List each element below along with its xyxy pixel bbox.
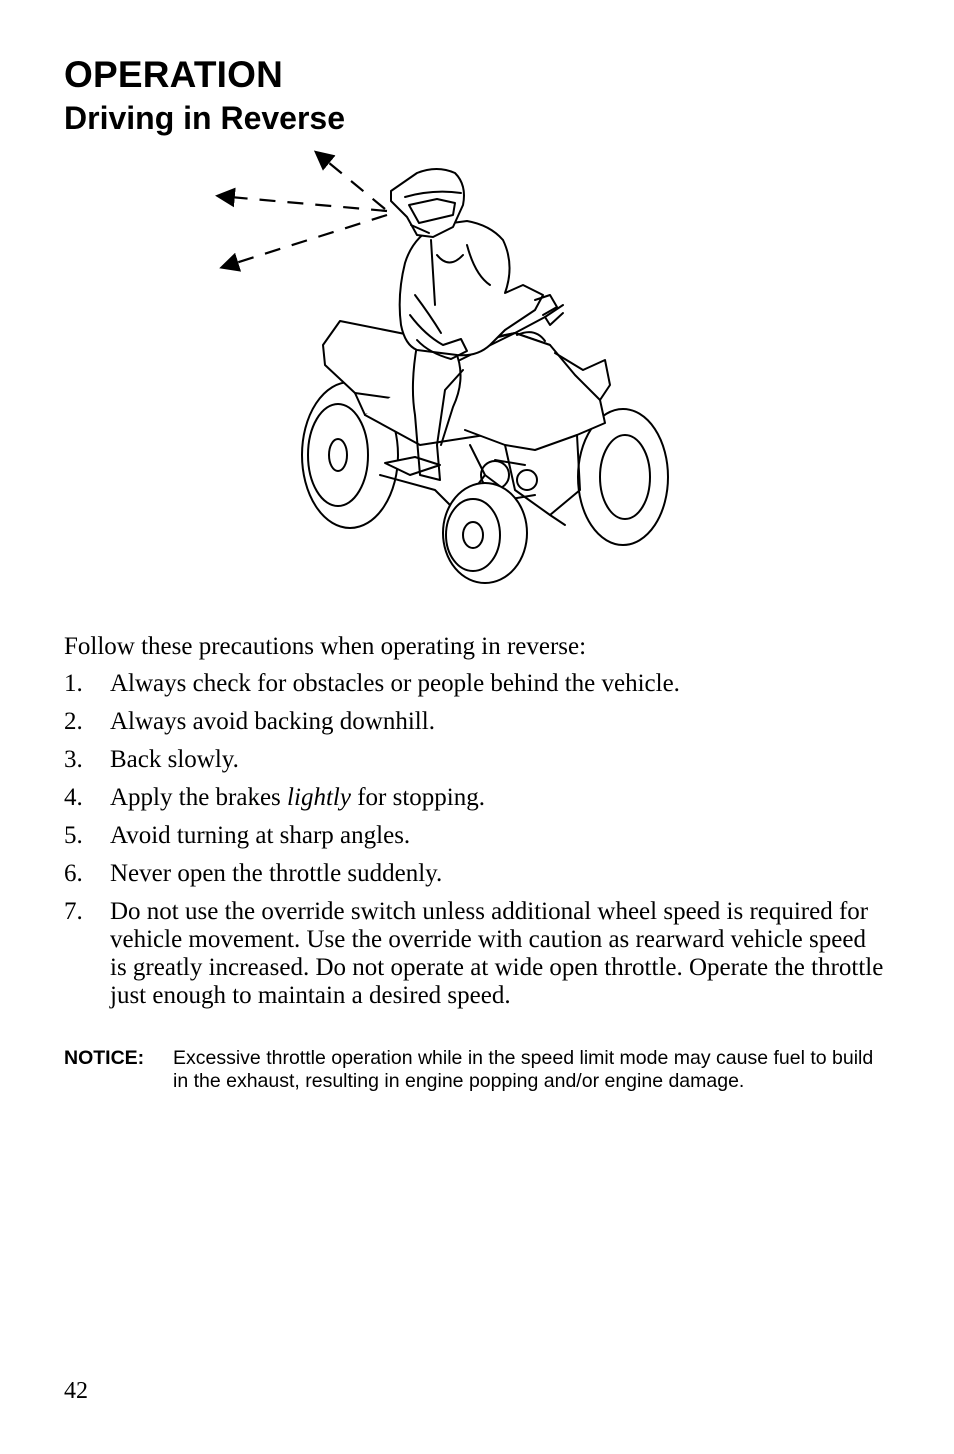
notice-text: Excessive throttle operation while in the speed limit mode may cause fuel to build in the exhaust, resulting in engine popping and/or engine damage.	[173, 1047, 874, 1092]
list-item-text	[110, 784, 485, 811]
list-item	[64, 746, 884, 774]
list-item-number: 6.	[64, 860, 83, 887]
page-number: 42	[64, 1378, 88, 1404]
text-run: Always check for obstacles or people behind the vehicle.	[110, 670, 680, 697]
precautions-list	[64, 670, 884, 1020]
list-item-number: 2.	[64, 708, 83, 735]
list-item-text	[110, 670, 680, 697]
list-item	[64, 784, 884, 812]
list-item-text	[110, 860, 442, 887]
list-item-number: 4.	[64, 784, 83, 811]
list-item-number: 5.	[64, 822, 83, 849]
list-item-text	[110, 708, 435, 735]
notice-label: NOTICE:	[64, 1047, 145, 1069]
text-run: Always avoid backing downhill.	[110, 708, 435, 735]
text-run: Avoid turning at sharp angles.	[110, 822, 411, 849]
list-item	[64, 708, 884, 736]
list-item-text	[110, 822, 410, 849]
text-run: Back slowly.	[110, 746, 239, 773]
list-item-number: 1.	[64, 670, 83, 697]
emphasis-text: lightly	[287, 784, 351, 811]
text-run: Do not use the override switch unless additional wheel speed is required for vehicle movement. Use the override with caution as rearward vehicle speed is greatly increased. Do not operate at wide open throttle. Operate the throttle just enough to maintain a desired speed.	[110, 898, 884, 1009]
front-wheel	[443, 483, 527, 583]
list-item-number: 7.	[64, 898, 83, 925]
text-run: Never open the throttle suddenly.	[110, 860, 443, 887]
notice-block	[64, 1047, 874, 1093]
list-item-number: 3.	[64, 746, 83, 773]
sight-line-arrows	[219, 153, 387, 267]
list-item	[64, 822, 884, 850]
list-item	[64, 670, 884, 698]
list-item-text	[110, 746, 239, 773]
text-run: Apply the brakes	[110, 784, 288, 811]
list-item	[64, 898, 884, 1010]
section-title: OPERATION	[64, 54, 284, 95]
helmet	[391, 169, 464, 237]
text-run: for stopping.	[350, 784, 485, 811]
list-item	[64, 860, 884, 888]
intro-text: Follow these precautions when operating in reverse:	[64, 633, 587, 660]
subsection-title: Driving in Reverse	[64, 100, 345, 136]
atv-rider-looking-back-illustration	[205, 145, 685, 595]
list-item-text	[110, 898, 883, 1009]
